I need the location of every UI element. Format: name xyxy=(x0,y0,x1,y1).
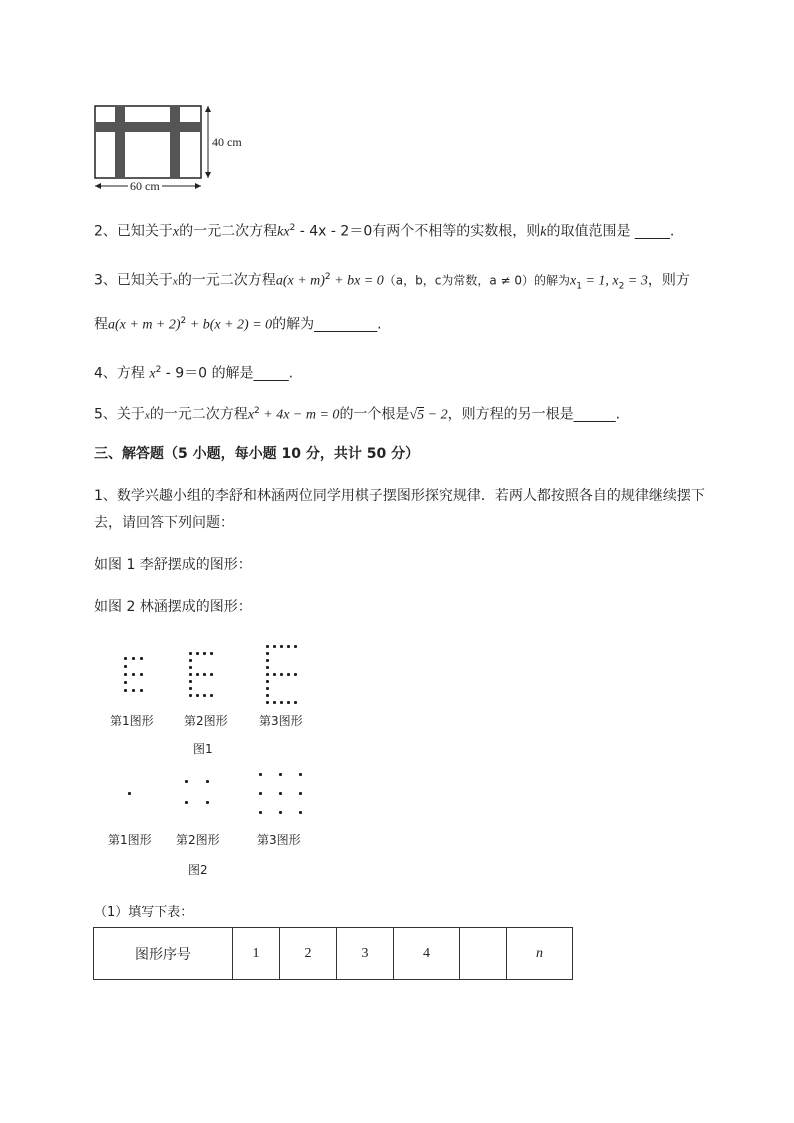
piece-dot xyxy=(273,645,276,648)
piece-dot xyxy=(266,680,269,683)
piece-dot xyxy=(140,689,143,692)
fig2-caption-3: 第3图形 xyxy=(257,833,301,847)
piece-dot xyxy=(189,680,192,683)
piece-dot xyxy=(206,801,209,804)
piece-dot xyxy=(185,780,188,783)
question-2: 2、已知关于x的一元二次方程$kx^2 - 4x - 2=0$有两个不相等的实数根，则k的取值范围是 _____. xyxy=(94,223,675,240)
piece-dot xyxy=(189,687,192,690)
piece-dot xyxy=(189,652,192,655)
piece-dot xyxy=(189,666,192,669)
fig2-caption-1: 第1图形 xyxy=(108,833,152,847)
question-3-line-1: 3、已知关于x的一元二次方程$a(x + m)^2$ + bx = 0（a，b，c为常数，a ≠ 0）的解为$x_1 = 1$, $x_2 = 3$，则方 xyxy=(94,272,690,292)
piece-dot xyxy=(203,673,206,676)
piece-dot xyxy=(132,689,135,692)
table-header-cell: 图形序号 xyxy=(94,928,233,980)
question-3-line-2: 程$a(x + m + 2)^2 + b(x + 2) = 0$的解为_________. xyxy=(94,316,382,333)
problem-1-line-1: 1、数学兴趣小组的李舒和林涵两位同学用棋子摆图形探究规律．若两人都按照各自的规律继续摆下 xyxy=(94,488,705,504)
piece-dot xyxy=(140,673,143,676)
fig1-caption-1: 第1图形 xyxy=(110,714,154,728)
piece-dot xyxy=(259,773,262,776)
piece-dot xyxy=(266,659,269,662)
piece-dot xyxy=(299,811,302,814)
table-intro: （1）填写下表： xyxy=(94,905,194,920)
piece-dot xyxy=(196,673,199,676)
piece-dot xyxy=(294,673,297,676)
piece-dot xyxy=(266,701,269,704)
piece-dot xyxy=(266,666,269,669)
piece-dot xyxy=(124,665,127,668)
piece-dot xyxy=(266,673,269,676)
piece-dot xyxy=(279,811,282,814)
table-cell[interactable]: n xyxy=(507,928,573,980)
figure-1-intro: 如图 1 李舒摆成的图形： xyxy=(94,557,252,573)
piece-dot xyxy=(196,652,199,655)
piece-dot xyxy=(273,673,276,676)
section-3-title: 三、解答题（5 小题，每小题 10 分，共计 50 分） xyxy=(94,446,420,462)
piece-dot xyxy=(206,780,209,783)
piece-dot xyxy=(259,792,262,795)
piece-dot xyxy=(203,652,206,655)
table-cell[interactable]: 3 xyxy=(337,928,394,980)
answer-table xyxy=(93,927,573,980)
frame-height-label: 40 cm xyxy=(212,135,242,149)
piece-dot xyxy=(273,701,276,704)
piece-dot xyxy=(124,657,127,660)
piece-dot xyxy=(279,773,282,776)
piece-dot xyxy=(124,681,127,684)
problem-1-line-2: 去，请回答下列问题： xyxy=(94,515,234,531)
piece-dot xyxy=(279,792,282,795)
piece-dot xyxy=(294,701,297,704)
fig1-caption-3: 第3图形 xyxy=(259,714,303,728)
piece-dot xyxy=(132,673,135,676)
piece-dot xyxy=(259,811,262,814)
fig1-caption-2: 第2图形 xyxy=(184,714,228,728)
piece-dot xyxy=(196,694,199,697)
question-4: 4、方程 $x^2 - 9=0$ 的解是_____. xyxy=(94,365,294,382)
piece-dot xyxy=(124,673,127,676)
table-cell[interactable]: 2 xyxy=(280,928,337,980)
piece-dot xyxy=(189,673,192,676)
piece-dot xyxy=(299,773,302,776)
piece-dot xyxy=(185,801,188,804)
piece-dot xyxy=(140,657,143,660)
piece-dot xyxy=(124,689,127,692)
table-cell[interactable] xyxy=(460,928,507,980)
fig1-title: 图1 xyxy=(193,742,213,756)
piece-dot xyxy=(287,673,290,676)
fig2-title: 图2 xyxy=(188,863,208,877)
frame-width-label: 60 cm xyxy=(130,179,160,193)
table-cell[interactable]: 4 xyxy=(394,928,460,980)
fig2-caption-2: 第2图形 xyxy=(176,833,220,847)
question-5: 5、关于x的一元二次方程$x^2 + 4x - m = 0$的一个根是√5 − 2，则方程的另一根是______. xyxy=(94,406,621,423)
piece-dot xyxy=(266,652,269,655)
piece-dot xyxy=(280,701,283,704)
piece-dot xyxy=(203,694,206,697)
piece-dot xyxy=(189,659,192,662)
piece-dot xyxy=(189,694,192,697)
piece-dot xyxy=(287,701,290,704)
table-cell[interactable]: 1 xyxy=(233,928,280,980)
piece-dot xyxy=(294,645,297,648)
piece-dot xyxy=(128,792,131,795)
piece-dot xyxy=(287,645,290,648)
piece-dot xyxy=(210,673,213,676)
piece-dot xyxy=(266,645,269,648)
table-row xyxy=(94,928,573,980)
piece-dot xyxy=(299,792,302,795)
piece-dot xyxy=(280,645,283,648)
piece-dot xyxy=(280,673,283,676)
piece-dot xyxy=(132,657,135,660)
piece-dot xyxy=(266,687,269,690)
piece-dot xyxy=(210,652,213,655)
piece-dot xyxy=(266,694,269,697)
figure-2-intro: 如图 2 林涵摆成的图形： xyxy=(94,599,252,615)
piece-dot xyxy=(210,694,213,697)
